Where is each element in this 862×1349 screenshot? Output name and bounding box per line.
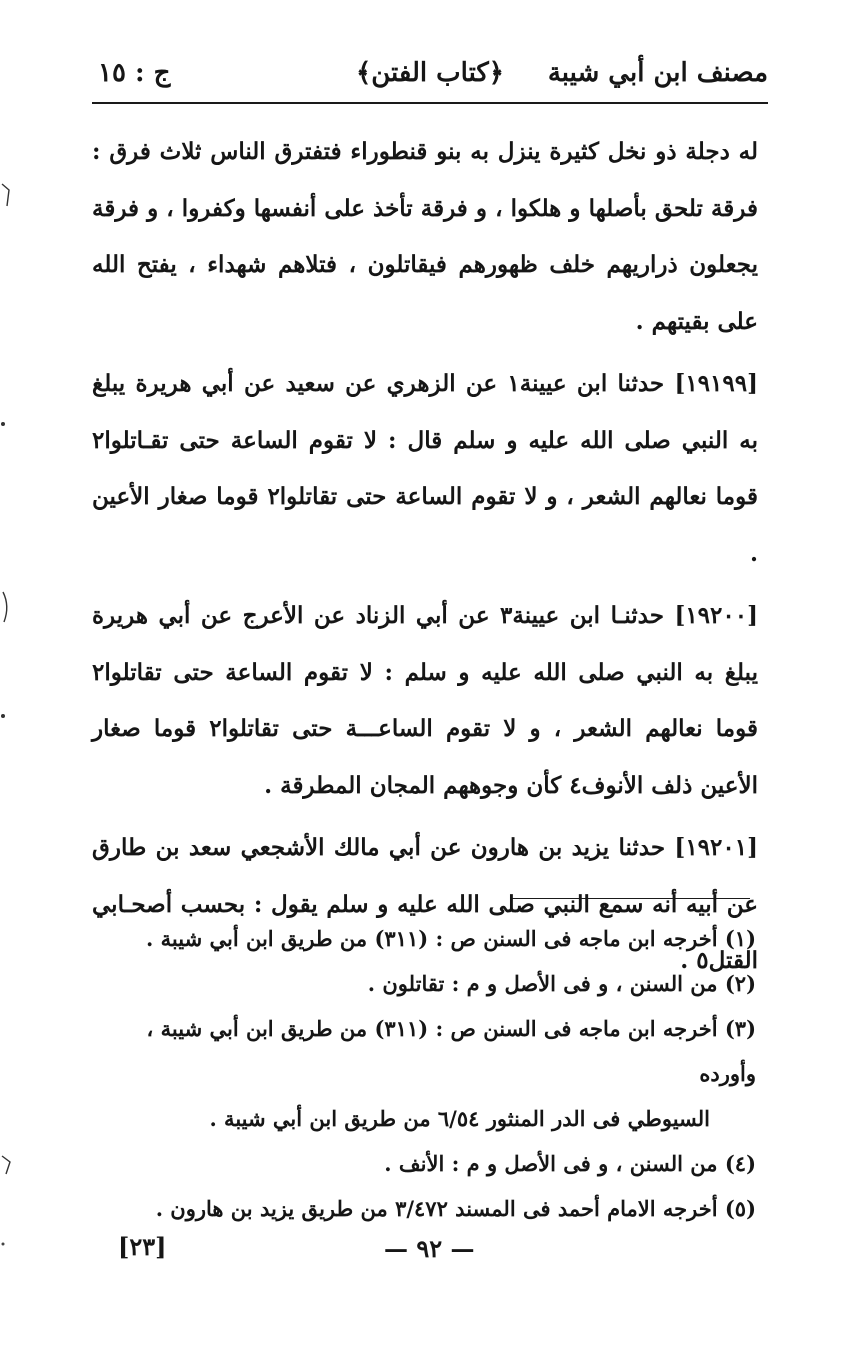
footnote-3-continuation: السيوطي فى الدر المنثور ٦/٥٤ من طريق ابن أبي شيبة . (209, 1106, 710, 1131)
paragraph-continuation: له دجلة ذو نخل كثيرة ينزل به بنو قنطوراء فتفترق الناس ثلاث فرق : فرقة تلحق بأصلها و هلكوا ، و فرقة تأخذ على أنفسها وكفروا ، و فرقة يجعلون ذراريهم خلف ظهورهم فيقاتلون ، فتلاهم شهداء ، يفتح الله على بقيتهم . (92, 138, 758, 335)
main-text (92, 124, 758, 994)
footnote-2: (٢) من السنن ، و فى الأصل و م : تقاتلون . (367, 971, 756, 996)
footnote-4: (٤) من السنن ، و فى الأصل و م : الأنف . (384, 1151, 756, 1176)
book-title: مصنف ابن أبي شيبة (547, 58, 768, 88)
footnote-1: (١) أخرجه ابن ماجه فى السنن ص : (٣١١) من طريق ابن أبي شيبة . (146, 926, 756, 951)
margin-mark (0, 180, 14, 210)
volume-number: ج : ١٥ (98, 58, 171, 88)
hadith-19199: [١٩١٩٩] حدثنا ابن عيينة١ عن الزهري عن سعيد عن أبي هريرة يبلغ به النبي صلى الله عليه و سلم قال : لا تقوم الساعة حتى تقـاتلوا٢ قوما نعالهم الشعر ، و لا تقوم الساعة حتى تقاتلوا٢ قوما صغار الأعين . (92, 370, 758, 567)
margin-mark (0, 1150, 14, 1176)
running-header (92, 58, 768, 102)
hadith-19201: [١٩٢٠١] حدثنا يزيد بن هارون عن أبي مالك الأشجعي سعد بن طارق عن أبيه أنه سمع النبي صلى الله عليه و سلم يقول : بحسب أصحـابي القتل٥ . (92, 834, 758, 974)
chapter-title: ﴿كتاب الفتن﴾ (355, 58, 505, 88)
margin-dot (0, 712, 8, 720)
footnote-3: (٣) أخرجه ابن ماجه فى السنن ص : (٣١١) من طريق ابن أبي شيبة ، وأورده (146, 1016, 756, 1086)
signature-code: [٢٣] (118, 1232, 167, 1261)
margin-dot (0, 420, 8, 428)
page-number: — ٩٢ — (384, 1234, 475, 1263)
header-rule (92, 102, 768, 104)
footnote-rule (512, 898, 750, 899)
hadith-19200: [١٩٢٠٠] حدثنـا ابن عيينة٣ عن أبي الزناد عن الأعرج عن أبي هريرة يبلغ به النبي صلى الله عليه و سلم : لا تقوم الساعة حتى تقاتلوا٢ قوما نعالهم الشعر ، و لا تقوم الساعـــة حتى تقاتلوا٢ قوما صغار الأعين ذلف الأنوف٤ كأن وجوههم المجان المطرقة . (92, 602, 758, 799)
footnote-5: (٥) أخرجه الامام أحمد فى المسند ٣/٤٧٢ من طريق يزيد بن هارون . (155, 1196, 756, 1221)
footnotes (120, 916, 756, 1231)
margin-dot (0, 1240, 8, 1248)
margin-mark (0, 590, 14, 624)
